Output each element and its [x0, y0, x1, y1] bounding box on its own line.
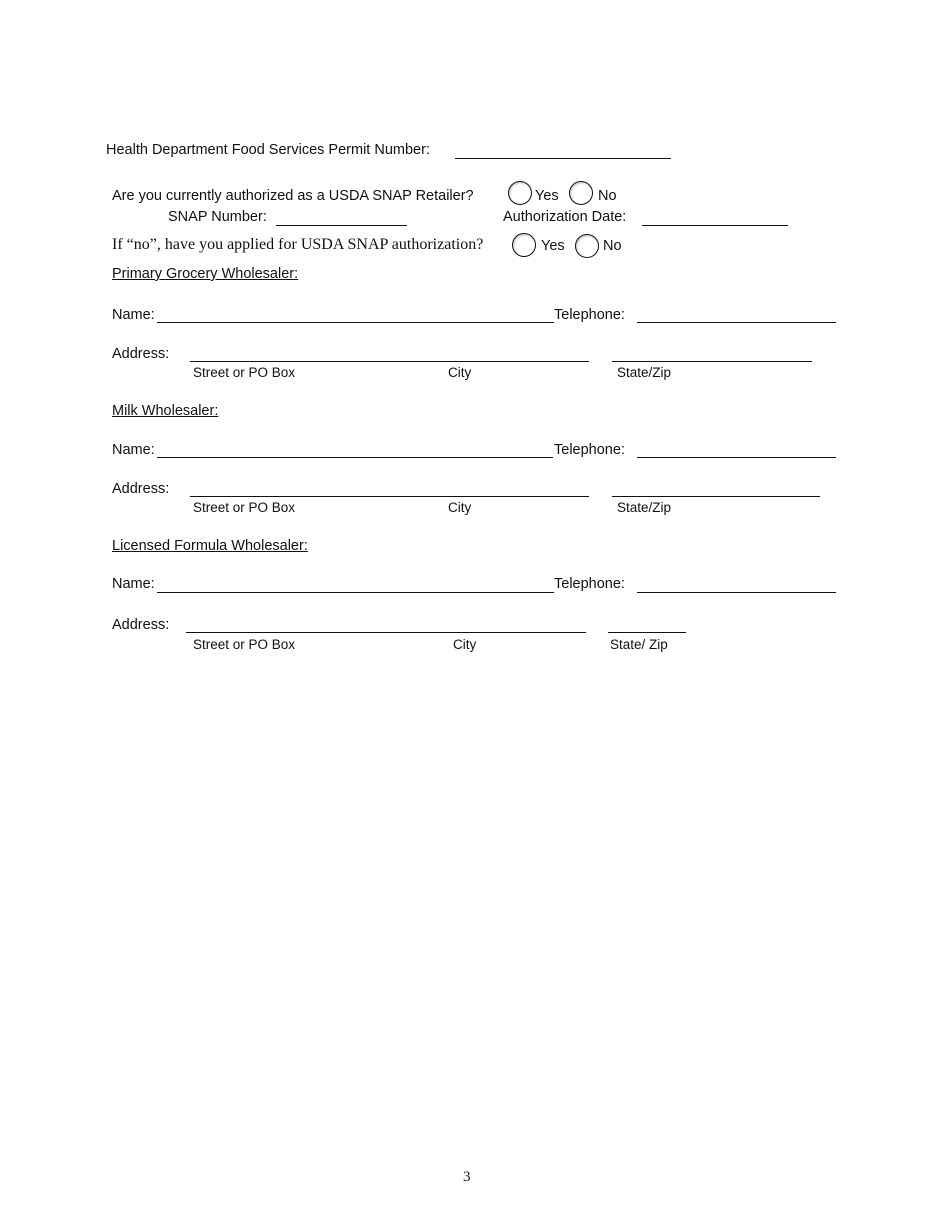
- formula-address-label: Address:: [112, 617, 170, 633]
- primary-city-caption: City: [448, 365, 472, 380]
- formula-name-field[interactable]: [157, 592, 554, 593]
- formula-wholesaler-heading: Licensed Formula Wholesaler:: [112, 538, 308, 554]
- primary-street-caption: Street or PO Box: [193, 365, 296, 380]
- snap-applied-yes-radio[interactable]: [512, 233, 536, 257]
- primary-name-label: Name:: [112, 307, 155, 323]
- formula-telephone-field[interactable]: [637, 592, 836, 593]
- primary-street-city-field[interactable]: [190, 361, 589, 362]
- milk-name-label: Name:: [112, 442, 155, 458]
- primary-name-field[interactable]: [157, 322, 554, 323]
- milk-city-caption: City: [448, 500, 472, 515]
- authorization-date-label: Authorization Date:: [503, 209, 627, 225]
- permit-number-label: Health Department Food Services Permit Number:: [106, 142, 430, 158]
- snap-retailer-yes-label: Yes: [535, 188, 559, 204]
- milk-telephone-field[interactable]: [637, 457, 836, 458]
- snap-retailer-no-label: No: [598, 188, 617, 204]
- milk-street-city-field[interactable]: [190, 496, 589, 497]
- primary-grocery-heading: Primary Grocery Wholesaler:: [112, 266, 299, 282]
- snap-retailer-yes-radio[interactable]: [508, 181, 532, 205]
- snap-applied-no-label: No: [603, 238, 622, 254]
- permit-number-field[interactable]: [455, 158, 671, 159]
- primary-statezip-caption: State/Zip: [617, 365, 672, 380]
- milk-wholesaler-heading: Milk Wholesaler:: [112, 403, 219, 419]
- primary-statezip-field[interactable]: [612, 361, 812, 362]
- milk-name-field[interactable]: [157, 457, 553, 458]
- snap-number-label: SNAP Number:: [168, 209, 267, 225]
- milk-telephone-label: Telephone:: [554, 442, 625, 458]
- page-number: 3: [463, 1169, 471, 1185]
- formula-statezip-field[interactable]: [608, 632, 686, 633]
- primary-telephone-field[interactable]: [637, 322, 836, 323]
- snap-number-field[interactable]: [276, 225, 407, 226]
- formula-statezip-caption: State/ Zip: [610, 637, 668, 652]
- milk-street-caption: Street or PO Box: [193, 500, 296, 515]
- formula-street-caption: Street or PO Box: [193, 637, 296, 652]
- snap-retailer-question: Are you currently authorized as a USDA SNAP Retailer?: [112, 188, 474, 204]
- primary-address-label: Address:: [112, 346, 170, 362]
- snap-applied-yes-label: Yes: [541, 238, 565, 254]
- milk-statezip-field[interactable]: [612, 496, 820, 497]
- snap-applied-question: If “no”, have you applied for USDA SNAP authorization?: [112, 236, 484, 253]
- milk-address-label: Address:: [112, 481, 170, 497]
- milk-statezip-caption: State/Zip: [617, 500, 672, 515]
- primary-telephone-label: Telephone:: [554, 307, 625, 323]
- snap-applied-no-radio[interactable]: [575, 234, 599, 258]
- formula-telephone-label: Telephone:: [554, 576, 625, 592]
- formula-street-city-field[interactable]: [186, 632, 586, 633]
- formula-name-label: Name:: [112, 576, 155, 592]
- snap-retailer-no-radio[interactable]: [569, 181, 593, 205]
- formula-city-caption: City: [453, 637, 477, 652]
- authorization-date-field[interactable]: [642, 225, 788, 226]
